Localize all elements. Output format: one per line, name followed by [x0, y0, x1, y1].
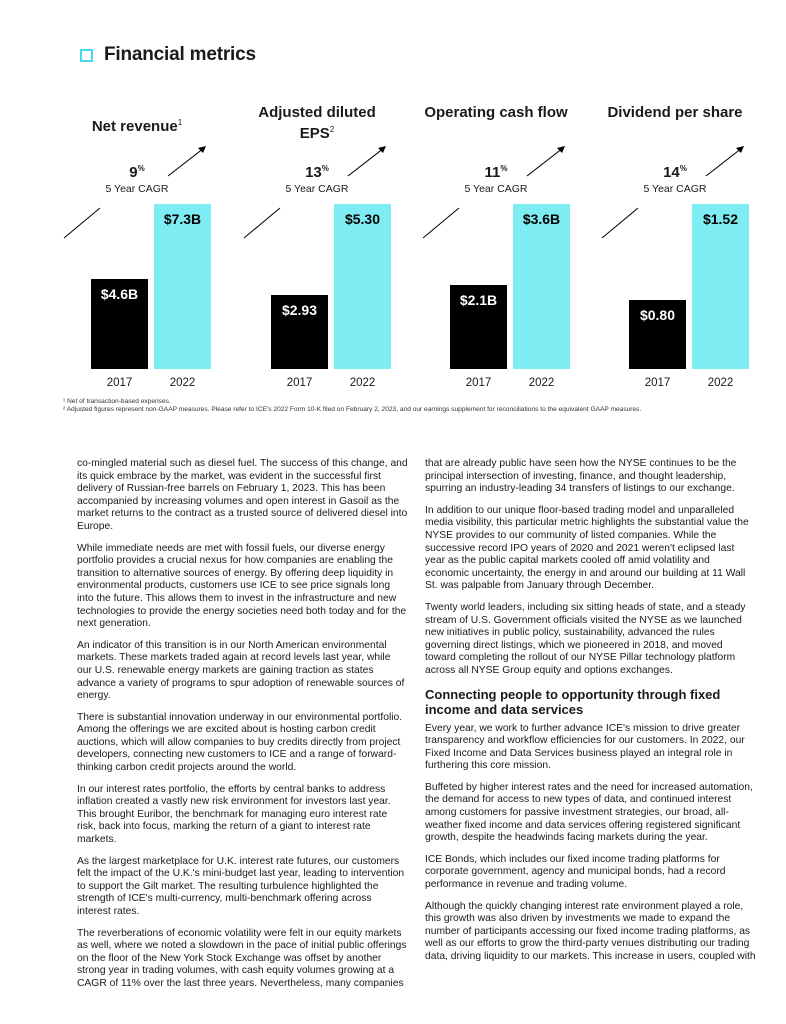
body-paragraph: The reverberations of economic volatility were felt in our equity markets as well, where we noted a slowdown in the pace of initial public offerings on the floor of the New York Stock Exchange was offset by another strong year in trading volumes, with cash equity volumes growing at a CAGR of 11% over the last three years. Nevertheless, many companies — [77, 927, 407, 989]
body-paragraph: There is substantial innovation underway in our environmental portfolio. Among the offerings we are excited about is hosting carbon credit auctions, which will allow companies to buy credits directly from project developers, connecting new customers to ICE and a range of forward-thinking carbon credit projects around the world. — [77, 711, 403, 774]
metric-title: Dividend per share — [607, 104, 743, 121]
year-label-2022: 2022 — [528, 377, 555, 389]
metric-title: Net revenue$^1$ — [91, 118, 183, 135]
bar-value-2022: $1.52 — [702, 211, 739, 227]
cagr-label: 5 Year CAGR — [285, 183, 349, 195]
cagr-label: 5 Year CAGR — [643, 183, 707, 195]
bar-value-2017: $4.6B — [100, 286, 139, 302]
metric-adjusted-eps — [242, 100, 412, 400]
bar-2022 — [334, 204, 391, 369]
cagr-label: 5 Year CAGR — [105, 183, 169, 195]
year-label-2022: 2022 — [169, 377, 196, 389]
bar-value-2022: $3.6B — [522, 211, 561, 227]
header-square-icon — [80, 49, 93, 62]
trend-line-icon — [421, 206, 461, 240]
bar-value-2017: $0.80 — [639, 307, 676, 323]
year-label-2022: 2022 — [349, 377, 376, 389]
metric-dividend-per-share — [600, 100, 770, 400]
bar-2022 — [692, 204, 749, 369]
year-label-2017: 2017 — [465, 377, 492, 389]
bar-2017 — [450, 285, 507, 369]
trend-line-icon — [600, 206, 640, 240]
body-paragraph: Twenty world leaders, including six sitting heads of state, and a steady stream of U.S. Government officials visited the NYSE as we launched new initiatives in public policy, sustainability, advanced the rules governing direct listings, which we pioneered in 2018, and moved toward completing the rollout of our NYSE Pillar technology platform across all NYSE Group equity and options exchanges. — [425, 601, 746, 676]
left-column — [77, 458, 408, 1000]
cagr-label: 5 Year CAGR — [464, 183, 528, 195]
metric-net-revenue — [62, 100, 232, 400]
year-label-2022: 2022 — [707, 377, 734, 389]
body-paragraph: Buffeted by higher interest rates and the need for increased automation, the demand for access to new types of data, and continued interest among customers for passive investment strategies, our broad, all-weather fixed income and data services offering registered significant growth, despite the headwinds facing markets during the year. — [425, 781, 753, 844]
bar-2017 — [91, 279, 148, 369]
bar-2022 — [513, 204, 570, 369]
metric-operating-cash-flow — [421, 100, 591, 400]
body-paragraph: Although the quickly changing interest rate environment played a role, this growth was also driven by investments we made to expand the number of participants accessing our fixed income trading platforms, as well as our efforts to grow the third-party venues distributing our trading data, driving liquidity to our markets. This increase in users, coupled with — [425, 900, 756, 962]
body-paragraph: Every year, we work to further advance ICE's mission to drive greater transparency and workflow efficiencies for our customers. In 2022, our Fixed Income and Data Services business played an integral role in furthering this core mission. — [425, 722, 745, 772]
section-heading: Connecting people to opportunity through fixed income and data services — [425, 686, 721, 717]
year-label-2017: 2017 — [286, 377, 313, 389]
cagr-percent: 14% — [663, 164, 687, 181]
body-paragraph: co-mingled material such as diesel fuel. The success of this change, and its quick embrace by the market, was evident in the successful first delivery of Russian-free barrels on February 1, 2023. This has been accompanied by increasing volumes and open interest in Gasoil as the market returns to the contract as a trusted source of delivered diesel into Europe. — [77, 458, 408, 532]
bar-2022 — [154, 204, 211, 369]
body-paragraph: An indicator of this transition is in our North American environmental markets. These markets traded again at record levels last year, while our U.S. renewable energy markets are gaining traction as states advance a variety of programs to spur adoption of renewable sources of energy. — [77, 639, 405, 702]
body-paragraph: In addition to our unique floor-based trading model and unparalleled media visibility, this particular metric highlights the substantial value the NYSE provides to our community of listed companies. While the successive record IPO years of 2020 and 2021 weren't eclipsed last year as the public capital markets cooled off amid volatility and economic uncertainty, the energy in and around our building at 11 Wall St. was palpable from January through December. — [425, 504, 749, 592]
body-paragraph: While immediate needs are met with fossil fuels, our diverse energy portfolio provides a crucial nexus for how companies are enabling the transition to alternative sources of energy. By offering deep liquidity in environmental products, customers use ICE to see price signals long into the future. This allows them to invest in the infrastructure and new technologies to provide the energy societies need both today and for the next generation. — [77, 542, 407, 630]
cagr-percent: 13% — [305, 164, 329, 181]
body-paragraph: As the largest marketplace for U.K. interest rate futures, our customers felt the impact of the U.K.'s mini-budget last year, leading to intervention to support the Gilt market. The resulting turbulence highlighted the strength of ICE's multi-currency, multi-benchmark offering across interest rates. — [77, 855, 405, 917]
year-label-2017: 2017 — [106, 377, 133, 389]
cagr-percent: 11% — [484, 164, 508, 181]
bar-value-2017: $2.1B — [459, 292, 498, 308]
footnote-2: ² Adjusted figures represent non-GAAP measures. Please refer to ICE's 2022 Form 10-K filed on February 2, 2023, and our earnings supplement for reconciliations to the equivalent GAAP measures. — [63, 406, 642, 413]
body-paragraph: ICE Bonds, which includes our fixed income trading platforms for corporate government, agency and municipal bonds, had a record performance in revenue and trading volume. — [425, 853, 726, 891]
cagr-percent: 9% — [129, 164, 145, 181]
page-title: Financial metrics — [104, 44, 256, 65]
bar-value-2017: $2.93 — [281, 302, 318, 318]
bar-value-2022: $5.30 — [344, 211, 381, 227]
right-column — [425, 458, 756, 973]
metric-title: Adjusted diluted EPS$^2$ — [258, 104, 376, 142]
year-label-2017: 2017 — [644, 377, 671, 389]
metric-title: Operating cash flow — [424, 104, 568, 121]
bar-value-2022: $7.3B — [163, 211, 202, 227]
body-paragraph: In our interest rates portfolio, the efforts by central banks to address inflation created a vastly new risk environment for investors last year. This brought Euribor, the benchmark for managing euro interest rate risk, back into focus, marking the return of a giant to interest rate markets. — [77, 783, 391, 846]
trend-line-icon — [242, 206, 282, 240]
bar-2017 — [271, 295, 328, 369]
body-paragraph: that are already public have seen how the NYSE continues to be the principal intersection of investing, finance, and thought leadership, spurring an industry-leading 34 transfers of listings to our exchange. — [425, 458, 737, 495]
footnote-1: ¹ Net of transaction-based expenses. — [63, 398, 171, 405]
bar-2017 — [629, 300, 686, 369]
trend-line-icon — [62, 206, 102, 240]
